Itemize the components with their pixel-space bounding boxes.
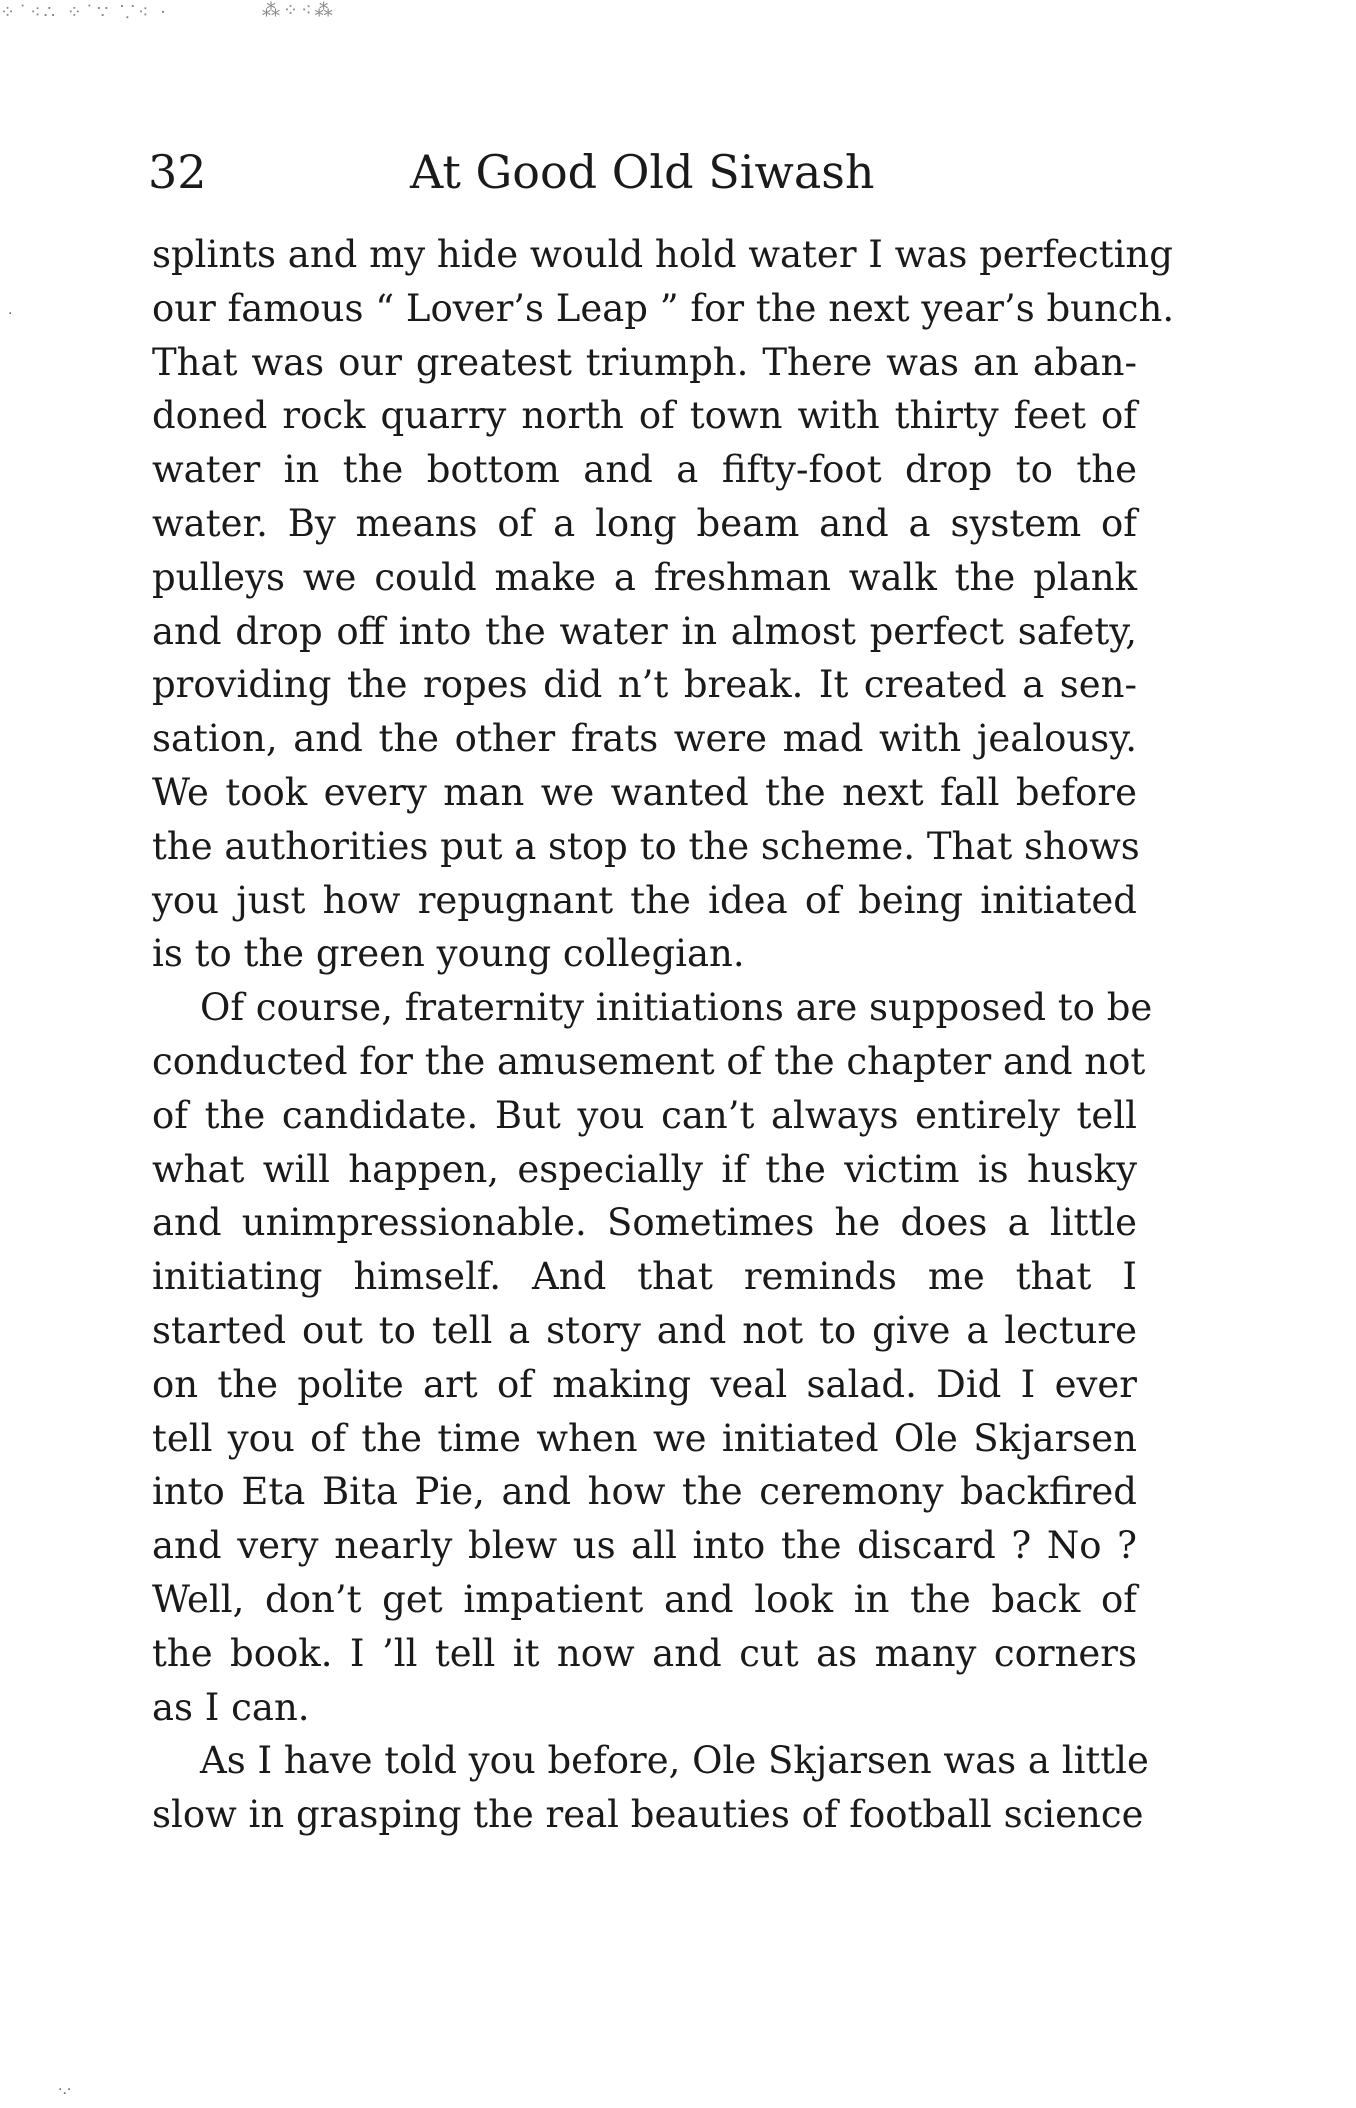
text-line: is to the green young collegian. <box>152 932 745 976</box>
text-line: Of course, fraternity initiations are supposed to be <box>200 986 1153 1030</box>
text-line: pulleys we could make a freshman walk the plank <box>152 555 1137 599</box>
text-line: We took every man we wanted the next fall before <box>152 770 1137 814</box>
text-line: That was our greatest triumph. There was an aban- <box>152 340 1137 384</box>
page-number: 32 <box>148 145 207 199</box>
text-line: on the polite art of making veal salad. Did I ever <box>152 1362 1137 1406</box>
text-line: what will happen, especially if the victim is husky <box>152 1147 1137 1191</box>
text-line: splints and my hide would hold water I was perfecting <box>152 233 1173 276</box>
text-line: the book. I ’ll tell it now and cut as many corners <box>152 1631 1137 1675</box>
text-line: doned rock quarry north of town with thirty feet of <box>152 394 1137 438</box>
paragraph <box>152 228 1175 981</box>
scan-speck: · <box>8 306 13 322</box>
scan-speck: ·.· <box>58 2082 72 2098</box>
body-text <box>152 228 1175 1842</box>
text-line: As I have told you before, Ole Skjarsen was a little <box>200 1739 1149 1783</box>
scan-artifact: ⁘˙⁖∴ ⁘˙∵ ⸪⁖ · <box>0 2 169 22</box>
text-line: you just how repugnant the idea of being initiated <box>152 878 1137 922</box>
text-line: and drop off into the water in almost perfect safety, <box>152 609 1137 653</box>
paragraph <box>152 981 1153 1734</box>
text-line: into Eta Bita Pie, and how the ceremony backfired <box>152 1470 1137 1514</box>
text-line: sation, and the other frats were mad with jealousy. <box>152 717 1137 761</box>
text-line: conducted for the amusement of the chapter and not <box>152 1039 1146 1083</box>
text-line: slow in grasping the real beauties of football science <box>152 1793 1144 1837</box>
text-line: Well, don’t get impatient and look in the back of <box>152 1577 1137 1621</box>
text-line: of the candidate. But you can’t always entirely tell <box>152 1093 1137 1137</box>
paragraph <box>152 1734 1149 1842</box>
text-line: water in the bottom and a fifty-foot drop to the <box>152 448 1137 492</box>
scan-artifact: ⁂⁘⁖⁂ <box>262 0 336 21</box>
text-line: as I can. <box>152 1685 310 1729</box>
text-line: started out to tell a story and not to give a lecture <box>152 1308 1137 1352</box>
text-line: and unimpressionable. Sometimes he does a little <box>152 1201 1137 1245</box>
text-line: initiating himself. And that reminds me that I <box>152 1255 1137 1299</box>
text-line: the authorities put a stop to the scheme. That shows <box>152 824 1140 868</box>
running-head: At Good Old Siwash <box>410 145 875 199</box>
page-header <box>148 140 1148 204</box>
text-line: providing the ropes did n’t break. It created a sen- <box>152 663 1137 707</box>
text-line: tell you of the time when we initiated Ole Skjarsen <box>152 1416 1137 1460</box>
text-line: our famous “ Lover’s Leap ” for the next year’s bunch. <box>152 286 1175 330</box>
text-line: water. By means of a long beam and a system of <box>152 501 1137 545</box>
text-line: and very nearly blew us all into the discard ? No ? <box>152 1524 1137 1568</box>
